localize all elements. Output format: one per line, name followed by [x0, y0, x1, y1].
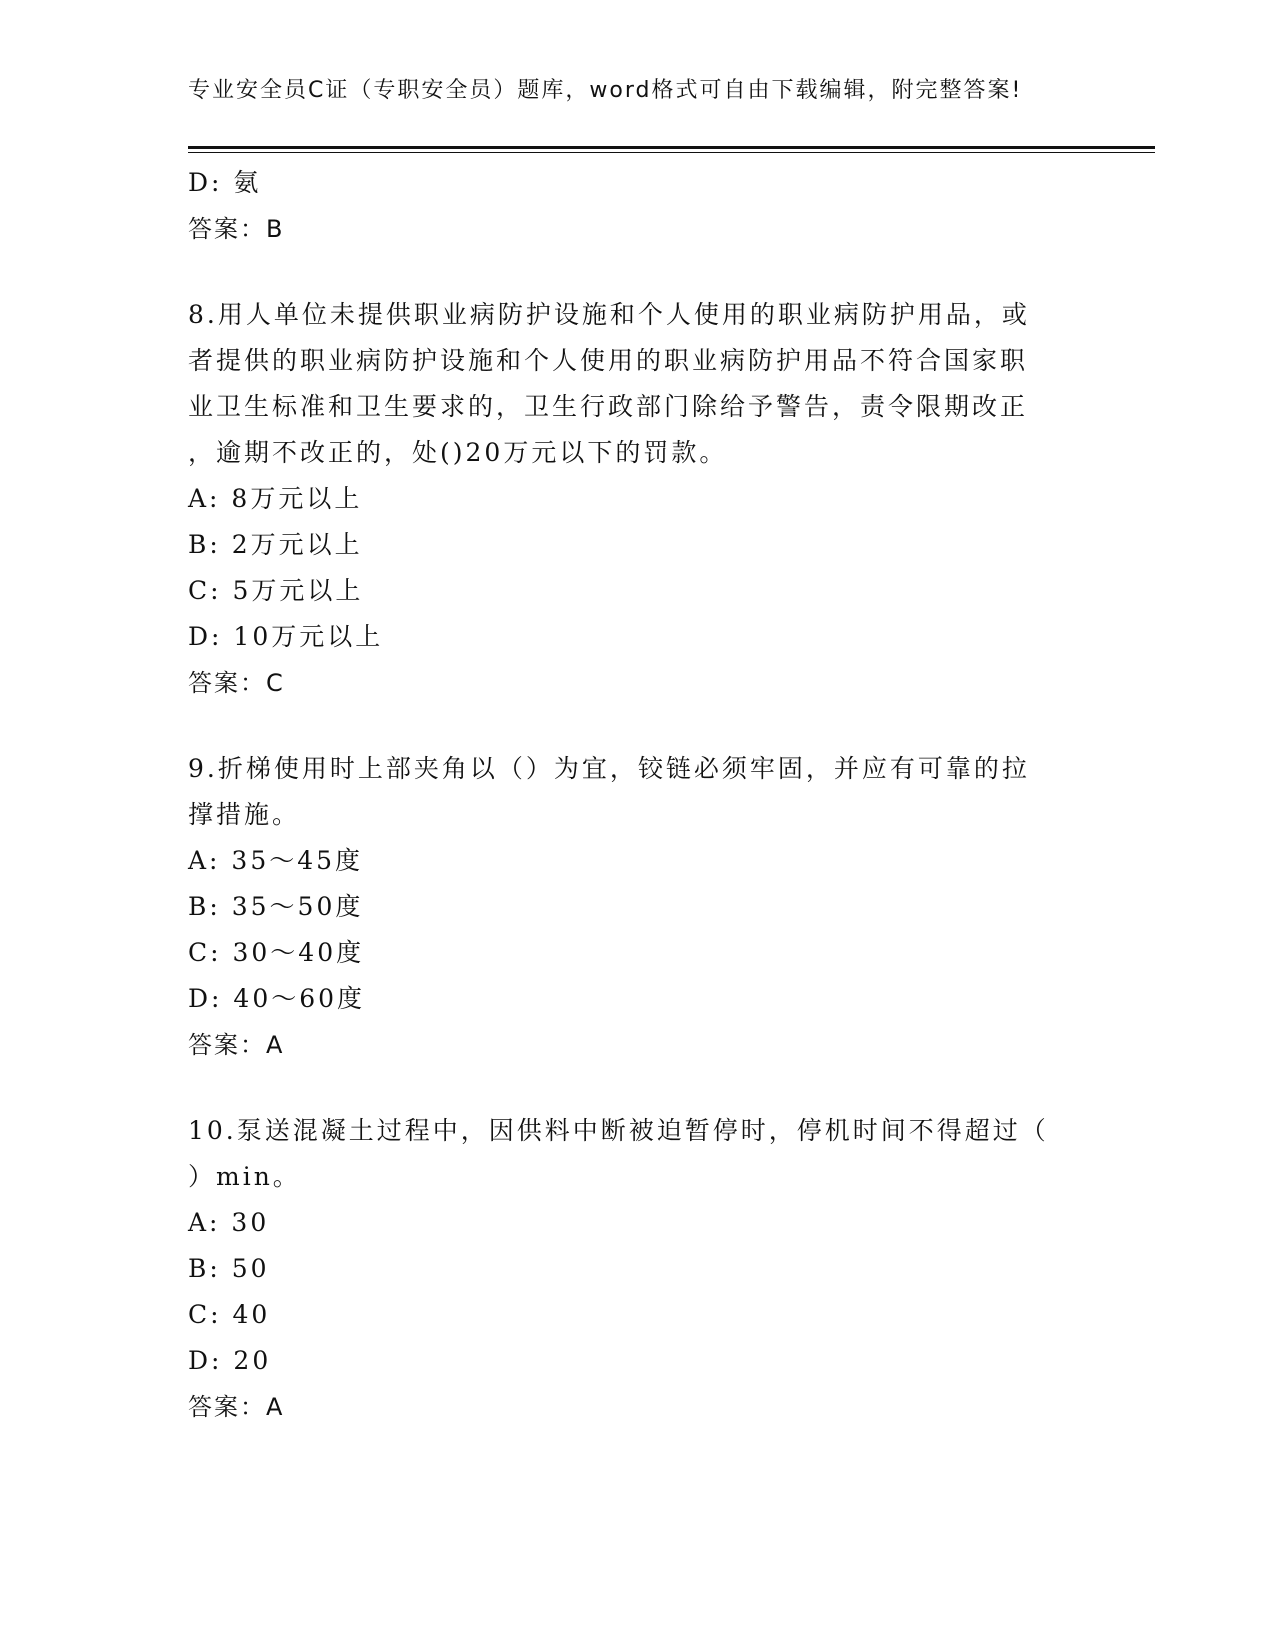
option-c: C: 30～40度 [188, 938, 365, 967]
spacer [188, 1068, 1078, 1108]
option-c: C: 40 [188, 1300, 271, 1329]
question-content [188, 160, 1078, 1430]
answer-line: 答案：C [188, 669, 285, 697]
question-text-line: 撑措施。 [188, 800, 301, 829]
option-d: D: 10万元以上 [188, 622, 384, 651]
question-block-8 [188, 292, 1078, 706]
option-d: D: 氨 [188, 168, 262, 197]
question-text-line: 8.用人单位未提供职业病防护设施和个人使用的职业病防护用品，或 [188, 300, 1030, 329]
header-divider-thin [188, 152, 1155, 153]
answer-line: 答案：B [188, 215, 285, 243]
question-block-10 [188, 1108, 1078, 1430]
question-block-9 [188, 746, 1078, 1068]
question-text-line: 者提供的职业病防护设施和个人使用的职业病防护用品不符合国家职 [188, 346, 1029, 375]
option-d: D: 20 [188, 1346, 272, 1375]
question-text-line: 10.泵送混凝土过程中，因供料中断被迫暂停时，停机时间不得超过（ [188, 1116, 1049, 1145]
question-text-line: ）min。 [188, 1162, 301, 1191]
question-text-line: ，逾期不改正的，处()20万元以下的罚款。 [188, 438, 728, 467]
option-d: D: 40～60度 [188, 984, 366, 1013]
answer-line: 答案：A [188, 1031, 285, 1059]
question-text-line: 9.折梯使用时上部夹角以（）为宜，铰链必须牢固，并应有可靠的拉 [188, 754, 1030, 783]
option-b: B: 2万元以上 [188, 530, 363, 559]
option-a: A: 30 [188, 1208, 270, 1237]
spacer [188, 706, 1078, 746]
option-c: C: 5万元以上 [188, 576, 364, 605]
spacer [188, 252, 1078, 292]
option-b: B: 35～50度 [188, 892, 364, 921]
option-a: A: 35～45度 [188, 846, 364, 875]
option-a: A: 8万元以上 [188, 484, 363, 513]
option-b: B: 50 [188, 1254, 270, 1283]
answer-line: 答案：A [188, 1393, 285, 1421]
question-text-line: 业卫生标准和卫生要求的，卫生行政部门除给予警告，责令限期改正 [188, 392, 1029, 421]
header-divider-thick [188, 146, 1155, 149]
page-header-title: 专业安全员C证（专职安全员）题库，word格式可自由下载编辑，附完整答案! [188, 78, 1023, 103]
